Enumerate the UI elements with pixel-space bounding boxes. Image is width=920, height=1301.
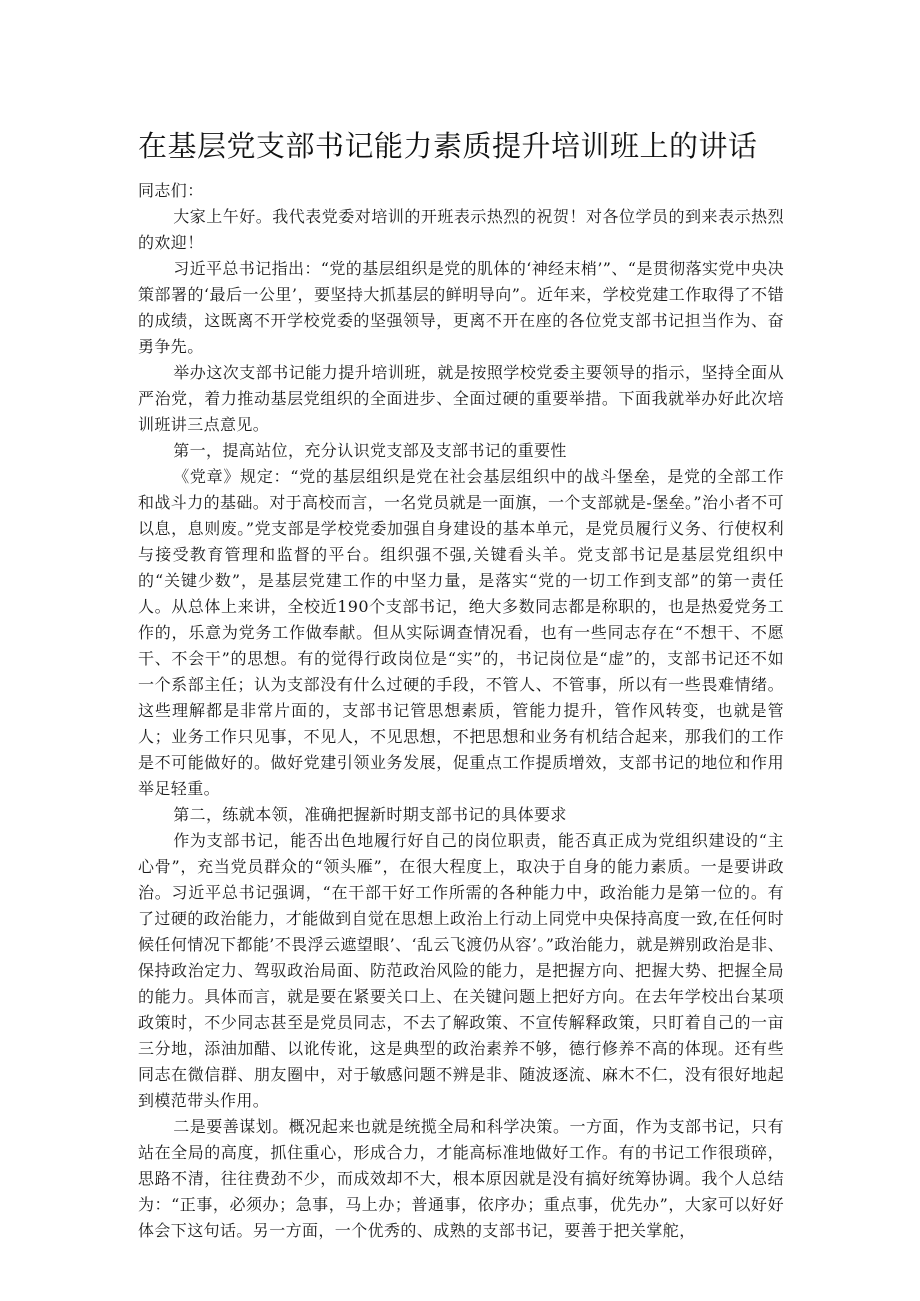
paragraph-quote: 习近平总书记指出：“党的基层组织是党的肌体的‘神经末梢’”、“是贯彻落实党中央决策部署的‘最后一公里’，要坚持大抓基层的鲜明导向”。近年来，学校党建工作取得了不错的成绩，这既离不开学校党委的坚强领导，更离不开在座的各位党支部书记担当作为、奋勇争先。 <box>138 259 784 356</box>
paragraph-planning: 二是要善谋划。概况起来也就是统揽全局和科学决策。一方面，作为支部书记，只有站在全局的高度，抓住重心，形成合力，才能高标准地做好工作。有的书记工作很琐碎，思路不清，往往费劲不少，而成效却不大，根本原因就是没有搞好统筹协调。我个人总结为：“正事，必须办；急事，马上办；普通事，依序办；重点事，优先办”，大家可以好好体会下这句话。另一方面，一个优秀的、成熟的支部书记，要善于把关掌舵， <box>138 1117 784 1240</box>
salutation: 同志们： <box>138 181 204 200</box>
section-heading-1: 第一，提高站位，充分认识党支部及支部书记的重要性 <box>173 441 567 460</box>
paragraph-purpose: 举办这次支部书记能力提升培训班，就是按照学校党委主要领导的指示，坚持全面从严治党，着力推动基层党组织的全面进步、全面过硬的重要举措。下面我就举办好此次培训班讲三点意见。 <box>138 363 784 434</box>
paragraph-section-2: 作为支部书记，能否出色地履行好自己的岗位职责，能否真正成为党组织建设的“主心骨”，充当党员群众的“领头雁”，在很大程度上，取决于自身的能力素质。一是要讲政治。习近平总书记强调，“在干部干好工作所需的各种能力中，政治能力是第一位的。有了过硬的政治能力，才能做到自觉在思想上政治上行动上同党中央保持高度一致,在任何时候任何情况下都能’不畏浮云遮望眼’、‘乱云飞渡仍从容’。”政治能力，就是辨别政治是非、保持政治定力、驾驭政治局面、防范政治风险的能力，是把握方向、把握大势、把握全局的能力。具体而言，就是要在紧要关口上、在关键问题上把好方向。在去年学校出台某项政策时，不少同志甚至是党员同志，不去了解政策、不宣传解释政策，只盯着自己的一亩三分地，添油加醋、以讹传讹，这是典型的政治素养不够，德行修养不高的体现。还有些同志在微信群、朋友圈中，对于敏感问题不辨是非、随波逐流、麻木不仁，没有很好地起到模范带头作用。 <box>138 831 784 1110</box>
speech-body <box>138 178 784 1244</box>
section-heading-2: 第二，练就本领，准确把握新时期支部书记的具体要求 <box>173 805 567 824</box>
paragraph-section-1: 《党章》规定：“党的基层组织是党在社会基层组织中的战斗堡垒，是党的全部工作和战斗力的基础。对于高校而言，一名党员就是一面旗，一个支部就是-堡垒。”治小者不可以息，息则废。”党支部是学校党委加强自身建设的基本单元，是党员履行义务、行使权利与接受教育管理和监督的平台。组织强不强,关键看头羊。党支部书记是基层党组织中的“关键少数”，是基层党建工作的中坚力量，是落实“党的一切工作到支部”的第一责任人。从总体上来讲，全校近190个支部书记，绝大多数同志都是称职的，也是热爱党务工作的，乐意为党务工作做奉献。但从实际调查情况看，也有一些同志存在“不想干、不愿干、不会干”的思想。有的觉得行政岗位是“实”的，书记岗位是“虚”的，支部书记还不如一个系部主任；认为支部没有什么过硬的手段，不管人、不管事，所以有一些畏难情绪。这些理解都是非常片面的，支部书记管思想素质，管能力提升，管作风转变，也就是管人；业务工作只见事，不见人，不见思想，不把思想和业务有机结合起来，那我们的工作是不可能做好的。做好党建引领业务发展，促重点工作提质增效，支部书记的地位和作用举足轻重。 <box>138 467 784 798</box>
paragraph-greeting: 大家上午好。我代表党委对培训的开班表示热烈的祝贺！对各位学员的到来表示热烈的欢迎！ <box>138 207 784 252</box>
page-title: 在基层党支部书记能力素质提升培训班上的讲话 <box>138 129 758 163</box>
